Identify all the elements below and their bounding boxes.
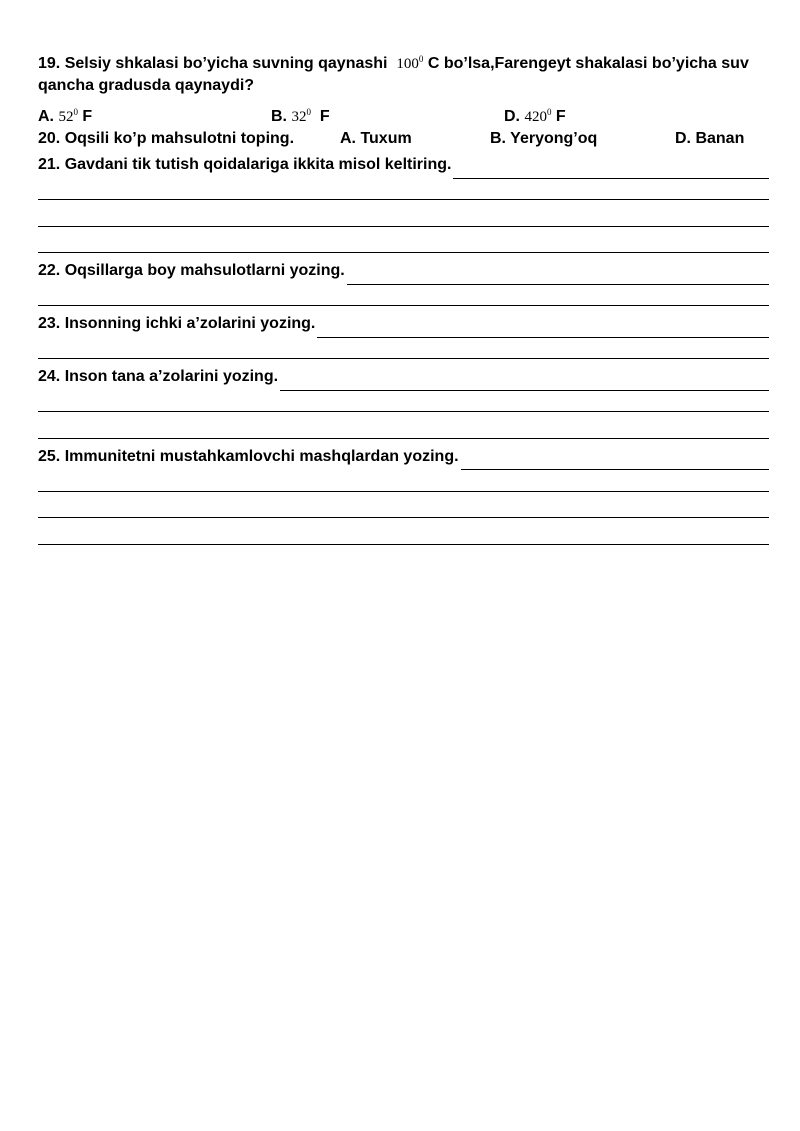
- answer-blank[interactable]: [317, 319, 769, 338]
- question-19-option-a[interactable]: A. $52^0$ F: [38, 107, 93, 125]
- question-20-option-b[interactable]: B. Yeryong’oq: [490, 129, 598, 147]
- answer-line[interactable]: [38, 391, 769, 418]
- question-20-text: 20. Oqsili ko’p mahsulotni toping.: [38, 129, 295, 147]
- answer-blank[interactable]: [461, 451, 769, 470]
- question-20-line: [38, 126, 769, 153]
- answer-line[interactable]: [38, 205, 769, 232]
- answer-line[interactable]: [38, 285, 769, 312]
- question-24-line: [38, 364, 769, 391]
- question-23-text: 23. Insonning ichki a’zolarini yozing.: [38, 315, 316, 332]
- answer-line[interactable]: [38, 497, 769, 524]
- question-19-text-b: C bo’lsa,Farengeyt shakalasi bo’yicha suv: [427, 55, 749, 72]
- question-25-text: 25. Immunitetni mustahkamlovchi mashqlardan yozing.: [38, 447, 459, 465]
- question-23-line: [38, 311, 769, 338]
- question-19-options: [38, 99, 769, 126]
- question-19-text-a: 19. Selsiy shkalasi bo’yicha suvning qaynashi: [38, 55, 388, 72]
- question-21-text: 21. Gavdani tik tutish qoidalariga ikkita misol keltiring.: [38, 156, 452, 173]
- answer-line[interactable]: [38, 232, 769, 259]
- answer-line[interactable]: [38, 417, 769, 444]
- question-21-line: [38, 152, 769, 179]
- question-20-option-d[interactable]: D. Banan: [675, 129, 745, 147]
- question-19-option-b[interactable]: B. $32^0$ F: [271, 107, 330, 125]
- question-19-text-c: qancha gradusda qaynaydi?: [38, 76, 255, 94]
- answer-line[interactable]: [38, 523, 769, 550]
- answer-blank[interactable]: [280, 372, 769, 391]
- answer-line[interactable]: [38, 470, 769, 497]
- answer-line[interactable]: [38, 179, 769, 206]
- answer-blank[interactable]: [347, 266, 769, 285]
- answer-line[interactable]: [38, 338, 769, 365]
- question-19-option-d[interactable]: D. $420^0$ F: [504, 107, 566, 125]
- question-19-line-2: [38, 73, 769, 100]
- answer-blank[interactable]: [453, 160, 769, 179]
- question-20-option-a[interactable]: A. Tuxum: [340, 129, 412, 147]
- question-24-text: 24. Inson tana a’zolarini yozing.: [38, 368, 279, 385]
- question-25-line: [38, 444, 769, 471]
- question-22-text: 22. Oqsillarga boy mahsulotlarni yozing.: [38, 262, 345, 279]
- question-22-line: [38, 258, 769, 285]
- question-19-line-1: [38, 46, 769, 73]
- question-19-number: $100^0$: [396, 54, 424, 72]
- worksheet-page: [38, 46, 769, 550]
